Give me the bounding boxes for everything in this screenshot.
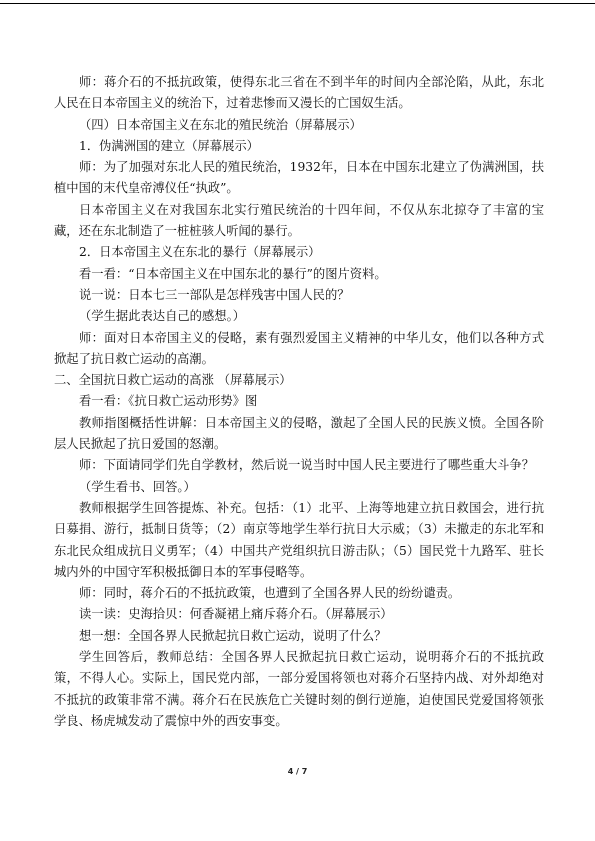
section-heading: 二、全国抗日救亡运动的高涨 （屏幕展示）	[54, 373, 292, 388]
subsection-heading: 1．伪满洲国的建立（屏幕展示）	[79, 138, 259, 153]
paragraph: 说一说：日本七三一部队是怎样残害中国人民的？	[79, 287, 350, 302]
paragraph: 读一读：史海拾贝：何香凝裙上痛斥蒋介石。（屏幕展示）	[79, 607, 393, 622]
paragraph: 看一看：《抗日救亡运动形势》图	[79, 394, 258, 409]
paragraph: （学生据此表达自己的感想。）	[79, 309, 246, 324]
header-rule	[0, 3, 595, 4]
section-heading: （四）日本帝国主义在东北的殖民统治（屏幕展示）	[79, 117, 362, 132]
page-number: 4 / 7	[287, 767, 308, 776]
paragraph: 学生回答后，教师总结：全国各界人民掀起抗日救亡运动，说明蒋介石的不抵抗政策，不得人心。实际上，国民党内部，一部分爱国将领也对蒋介石坚持内战、对外却绝对不抵抗的政策非常不满。蒋介石在民族危亡关键时刻的倒行逆施，迫使国民党爱国将领张学良、杨虎城发动了震惊中外的西安事变。	[54, 650, 544, 728]
paragraph: 看一看：“日本帝国主义在中国东北的暴行”的图片资料。	[79, 266, 387, 281]
body-text	[54, 72, 544, 732]
subsection-heading: 2．日本帝国主义在东北的暴行（屏幕展示）	[79, 245, 321, 260]
paragraph: 师：同时，蒋介石的不抵抗政策，也遭到了全国各界人民的纷纷谴责。	[79, 586, 461, 601]
paragraph: 师：下面请同学们先自学教材，然后说一说当时中国人民主要进行了哪些重大斗争？	[79, 458, 534, 473]
paragraph: 师：面对日本帝国主义的侵略，素有强烈爱国主义精神的中华儿女，他们以各种方式掀起了抗日救亡运动的高潮。	[54, 330, 544, 366]
paragraph: 教师根据学生回答提炼、补充。包括：（1）北平、上海等地建立抗日救国会，进行抗日募捐、游行，抵制日货等；（2）南京等地学生举行抗日大示威；（3）未撤走的东北军和东北民众组成抗日义勇军；（4）中国共产党组织抗日游击队；（5）国民党十九路军、驻长城内外的中国守军积极抵御日本的军事侵略等。	[54, 500, 544, 579]
paragraph: （学生看书、回答。）	[79, 479, 196, 494]
paragraph: 师：为了加强对东北人民的殖民统治，1932年，日本在中国东北建立了伪满洲国，扶植中国的末代皇帝溥仪任“执政”。	[54, 160, 544, 196]
paragraph: 日本帝国主义在对我国东北实行殖民统治的十四年间，不仅从东北掠夺了丰富的宝藏，还在东北制造了一桩桩骇人听闻的暴行。	[54, 202, 544, 239]
paragraph: 教师指图概括性讲解：日本帝国主义的侵略，激起了全国人民的民族义愤。全国各阶层人民掀起了抗日爱国的怒潮。	[54, 415, 544, 452]
paragraph: 想一想：全国各界人民掀起抗日救亡运动，说明了什么？	[79, 628, 387, 643]
paragraph: 师：蒋介石的不抵抗政策，使得东北三省在不到半年的时间内全部沦陷，从此，东北人民在日本帝国主义的统治下，过着悲惨而又漫长的亡国奴生活。	[54, 75, 544, 111]
